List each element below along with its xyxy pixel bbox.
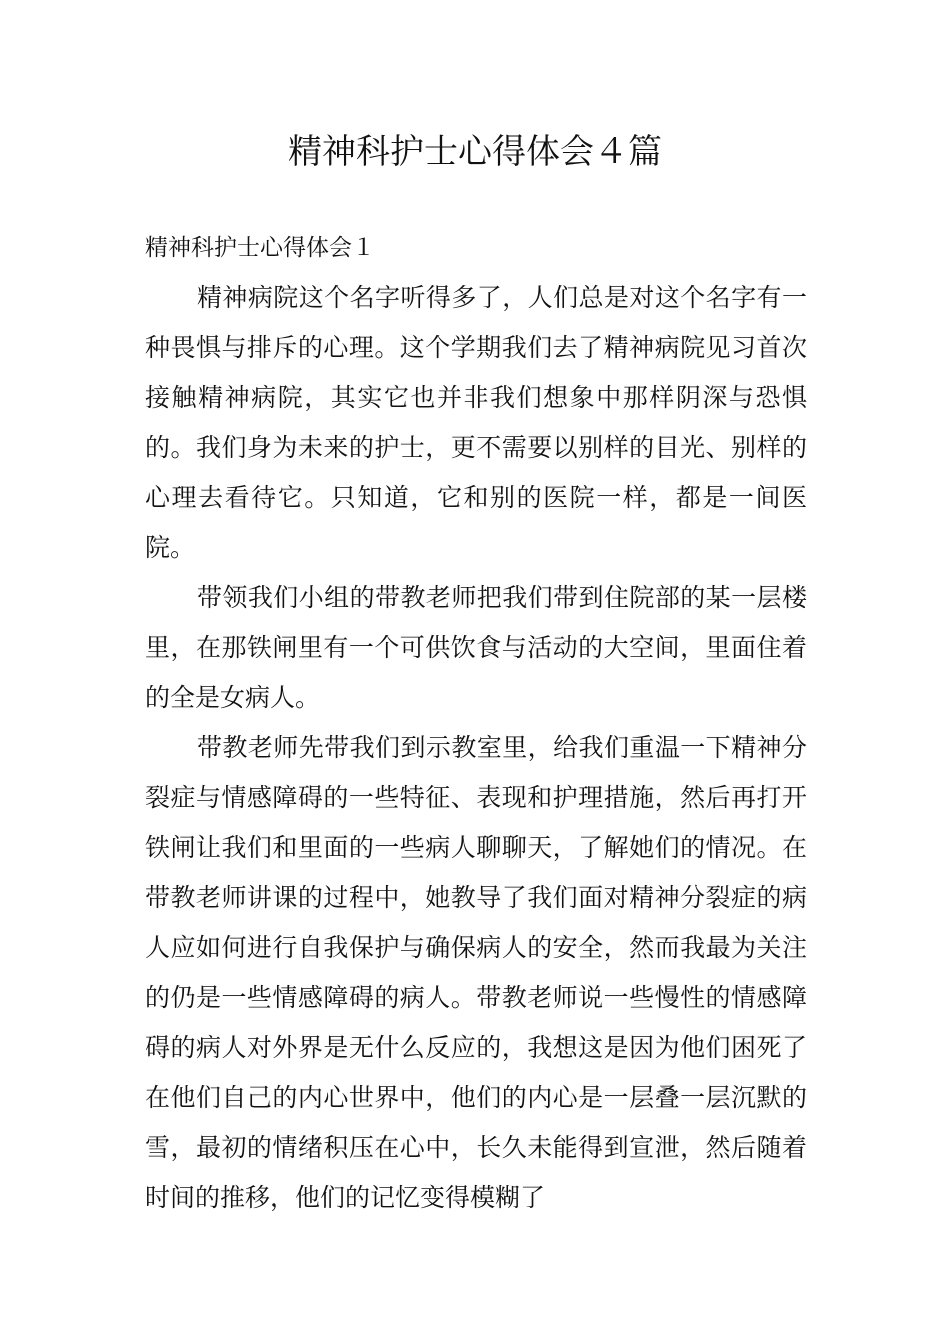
body-paragraph-1: 精神病院这个名字听得多了，人们总是对这个名字有一种畏惧与排斥的心理。这个学期我们去了精神病院见习首次接触精神病院，其实它也并非我们想象中那样阴深与恐惧的。我们身为未来的护士，更不需要以别样的目光、别样的心理去看待它。只知道，它和别的医院一样，都是一间医院。	[145, 283, 807, 562]
document-title: 精神科护士心得体会４篇	[288, 132, 662, 172]
document-body	[145, 223, 807, 1223]
body-paragraph-3: 带教老师先带我们到示教室里，给我们重温一下精神分裂症与情感障碍的一些特征、表现和护理措施，然后再打开铁闸让我们和里面的一些病人聊聊天，了解她们的情况。在带教老师讲课的过程中，她教导了我们面对精神分裂症的病人应如何进行自我保护与确保病人的安全，然而我最为关注的仍是一些情感障碍的病人。带教老师说一些慢性的情感障碍的病人对外界是无什么反应的，我想这是因为他们困死了在他们自己的内心世界中，他们的内心是一层叠一层沉默的雪，最初的情绪积压在心中，长久未能得到宣泄，然后随着时间的推移，他们的记忆变得模糊了	[145, 733, 807, 1212]
body-paragraph-2: 带领我们小组的带教老师把我们带到住院部的某一层楼里，在那铁闸里有一个可供饮食与活动的大空间，里面住着的全是女病人。	[145, 583, 807, 712]
section-heading: 精神科护士心得体会１	[145, 235, 375, 261]
